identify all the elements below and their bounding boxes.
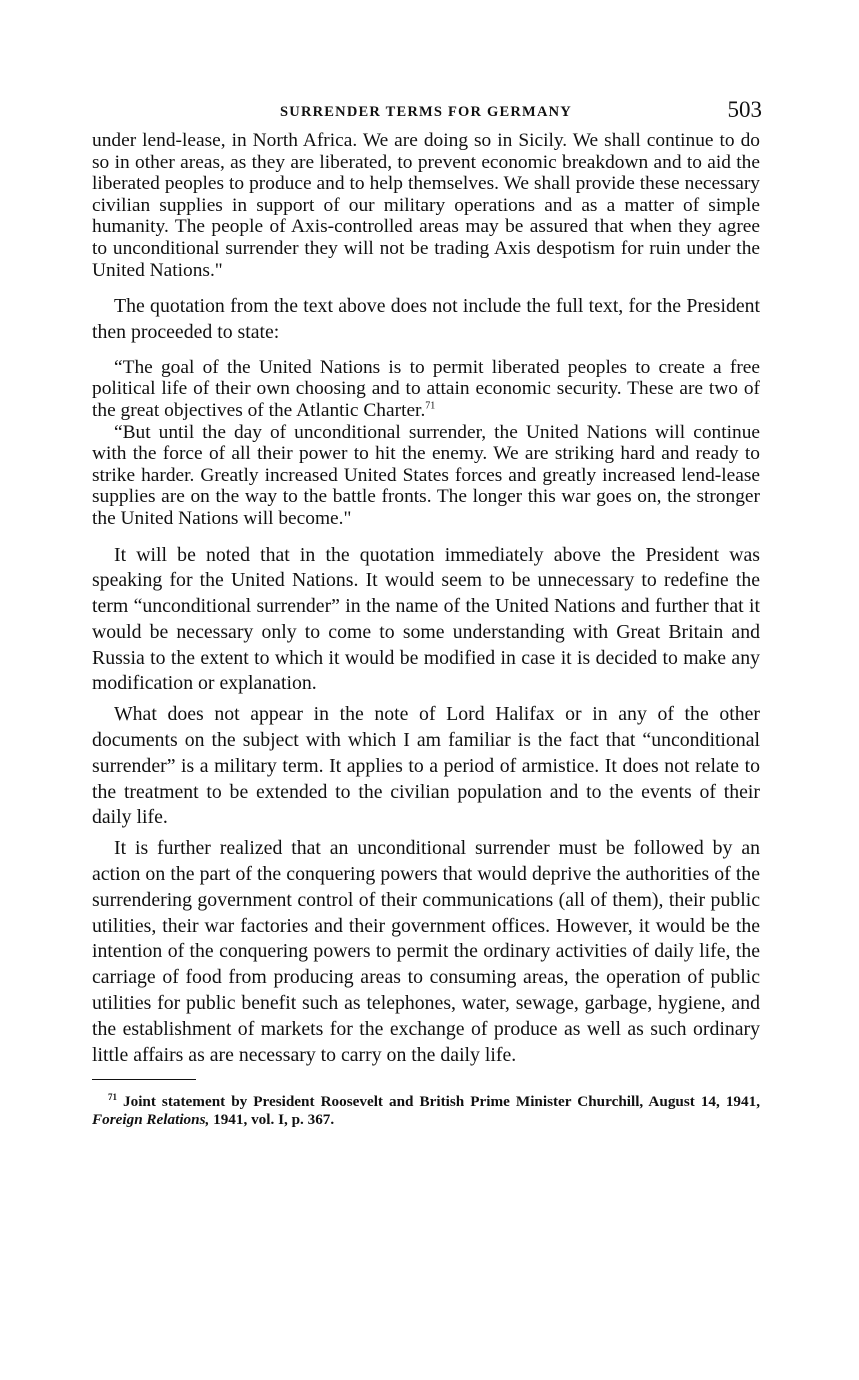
body-paragraph-noted: It will be noted that in the quotation immediately above the President was speaking for the United Nations. It would seem to be unnecessary to redefine the term “unconditional surrender” in the name of the United Nations and further that it would be necessary only to come to some understanding with Great Britain and Russia to the extent to which it would be modified in case it is decided to make any modification or explanation. <box>92 543 760 695</box>
quote-paragraph-goal <box>92 357 760 422</box>
body-paragraph-realized: It is further realized that an unconditional surrender must be followed by an action on the part of the conquering powers that would deprive the authorities of the surrendering government control of their communications (all of them), their public utilities, their war factories and their government offices. However, it would be the intention of the conquering powers to permit the ordinary activities of daily life, the carriage of food from producing areas to consuming areas, the operation of public utilities for public benefit such as telephones, water, sewage, garbage, hygiene, and the establishment of markets for the exchange of produce as well as such ordinary little affairs as are necessary to carry on the daily life. <box>92 837 760 1066</box>
quote-goal-text: “The goal of the United Nations is to permit liberated peoples to create a free political life of their own choosing and to attain economic security. These are two of the great objectives of the Atlantic Charter. <box>92 356 760 421</box>
footnote <box>92 1093 760 1129</box>
footnote-text-after: 1941, vol. I, p. 367. <box>213 1111 335 1129</box>
footnote-reference: 71 <box>425 400 436 412</box>
quote-paragraph-1: under lend-lease, in North Africa. We are doing so in Sicily. We shall continue to do so in other areas, as they are liberated, to prevent economic breakdown and to aid the liberated peoples to produce and to help themselves. We shall provide these necessary civilian supplies in support of our military operations and as a matter of simple humanity. The people of Axis-controlled areas may be assured that when they agree to unconditional surrender they will not be trading Axis despotism for ruin under the United Nations." <box>92 130 760 281</box>
quote-paragraph-surrender: “But until the day of unconditional surrender, the United Nations will continue with the force of all their power to hit the enemy. We are striking hard and ready to strike harder. Greatly increased United States forces and greatly increased lend-lease supplies are on the way to the battle fronts. The longer this war goes on, the stronger the United Nations will become." <box>92 421 760 529</box>
running-header <box>92 96 760 130</box>
footnote-mark: 71 <box>108 1092 117 1103</box>
footnote-source-title: Foreign Relations, <box>92 1111 210 1129</box>
body-paragraph-halifax: What does not appear in the note of Lord Halifax or in any of the other documents on the subject with which I am familiar is the fact that “unconditional surrender” is a military term. It applies to a period of armistice. It does not relate to the treatment to be extended to the civilian population and to the events of their daily life. <box>92 703 760 829</box>
footnote-divider <box>92 1079 196 1080</box>
running-title: SURRENDER TERMS FOR GERMANY <box>280 104 572 120</box>
page-number: 503 <box>727 97 762 122</box>
document-page <box>92 96 760 1145</box>
footnote-text-before: Joint statement by President Roosevelt and British Prime Minister Churchill, August 14, 1941, <box>123 1093 760 1111</box>
body-paragraph-intro: The quotation from the text above does not include the full text, for the President then proceeded to state: <box>92 295 760 343</box>
